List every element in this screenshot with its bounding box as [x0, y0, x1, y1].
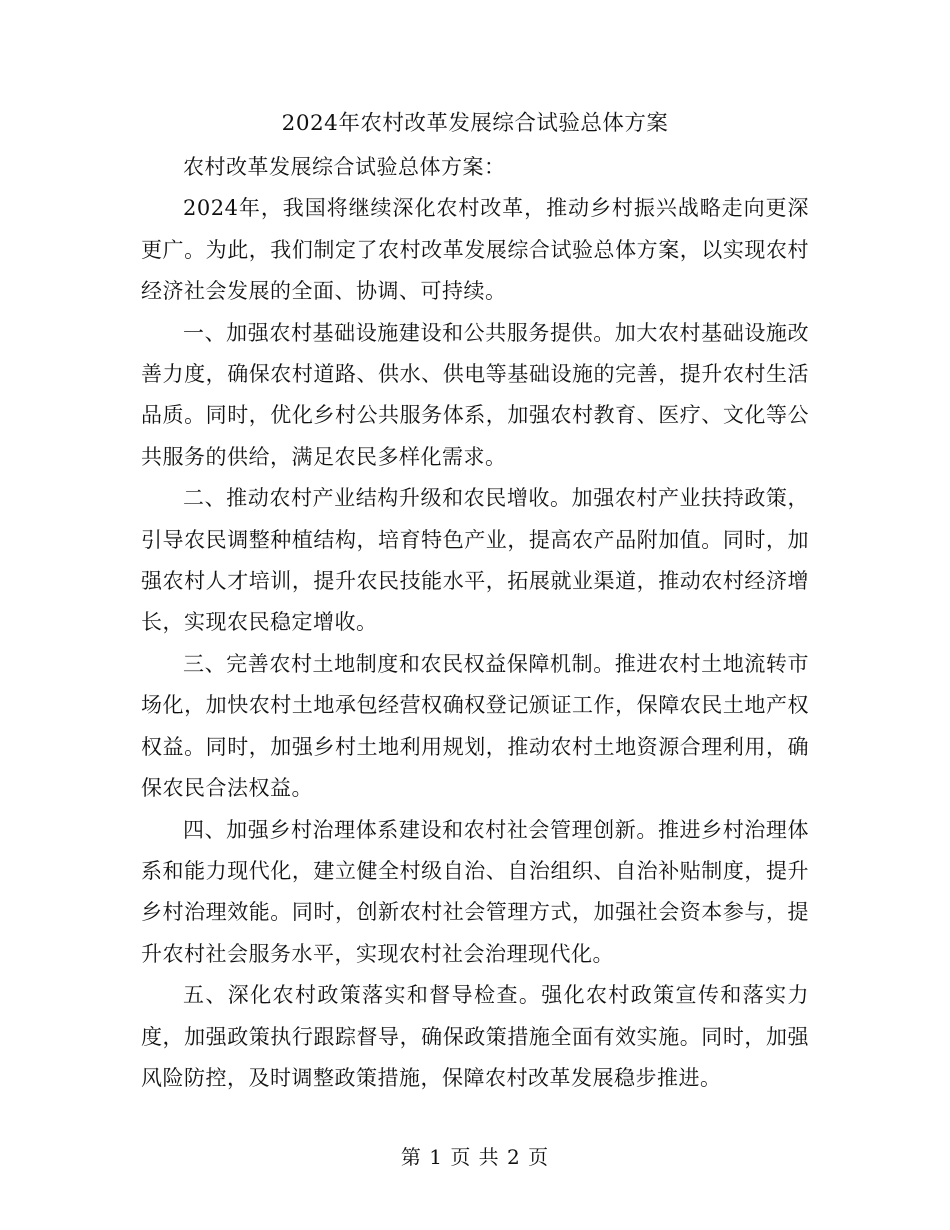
document-body	[141, 147, 809, 1099]
paragraph-section-2: 二、推动农村产业结构升级和农民增收。加强农村产业扶持政策，引导农民调整种植结构，培育特色产业，提高农产品附加值。同时，加强农村人才培训，提升农民技能水平，拓展就业渠道，推动农村经济增长，实现农民稳定增收。	[141, 486, 809, 635]
paragraph-section-4: 四、加强乡村治理体系建设和农村社会管理创新。推进乡村治理体系和能力现代化，建立健全村级自治、自治组织、自治补贴制度，提升乡村治理效能。同时，创新农村社会管理方式，加强社会资本参与，提升农村社会服务水平，实现农村社会治理现代化。	[141, 817, 809, 966]
paragraph-intro: 农村改革发展综合试验总体方案：	[183, 155, 506, 179]
document-title: 2024年农村改革发展综合试验总体方案	[281, 111, 669, 136]
paragraph-overview: 2024年，我国将继续深化农村改革，推动乡村振兴战略走向更深更广。为此，我们制定了农村改革发展综合试验总体方案，以实现农村经济社会发展的全面、协调、可持续。	[141, 196, 809, 304]
paragraph-section-5: 五、深化农村政策落实和督导检查。强化农村政策宣传和落实力度，加强政策执行跟踪督导，确保政策措施全面有效实施。同时，加强风险防控，及时调整政策措施，保障农村改革发展稳步推进。	[141, 983, 809, 1090]
paragraph-section-3: 三、完善农村土地制度和农民权益保障机制。推进农村土地流转市场化，加快农村土地承包经营权确权登记颁证工作，保障农民土地产权权益。同时，加强乡村土地利用规划，推动农村土地资源合理利用，确保农民合法权益。	[141, 651, 809, 801]
page-number-footer: 第 1 页 共 2 页	[400, 1145, 550, 1169]
paragraph-section-1: 一、加强农村基础设施建设和公共服务提供。加大农村基础设施改善力度，确保农村道路、供水、供电等基础设施的完善，提升农村生活品质。同时，优化乡村公共服务体系，加强农村教育、医疗、文化等公共服务的供给，满足农民多样化需求。	[141, 320, 809, 469]
